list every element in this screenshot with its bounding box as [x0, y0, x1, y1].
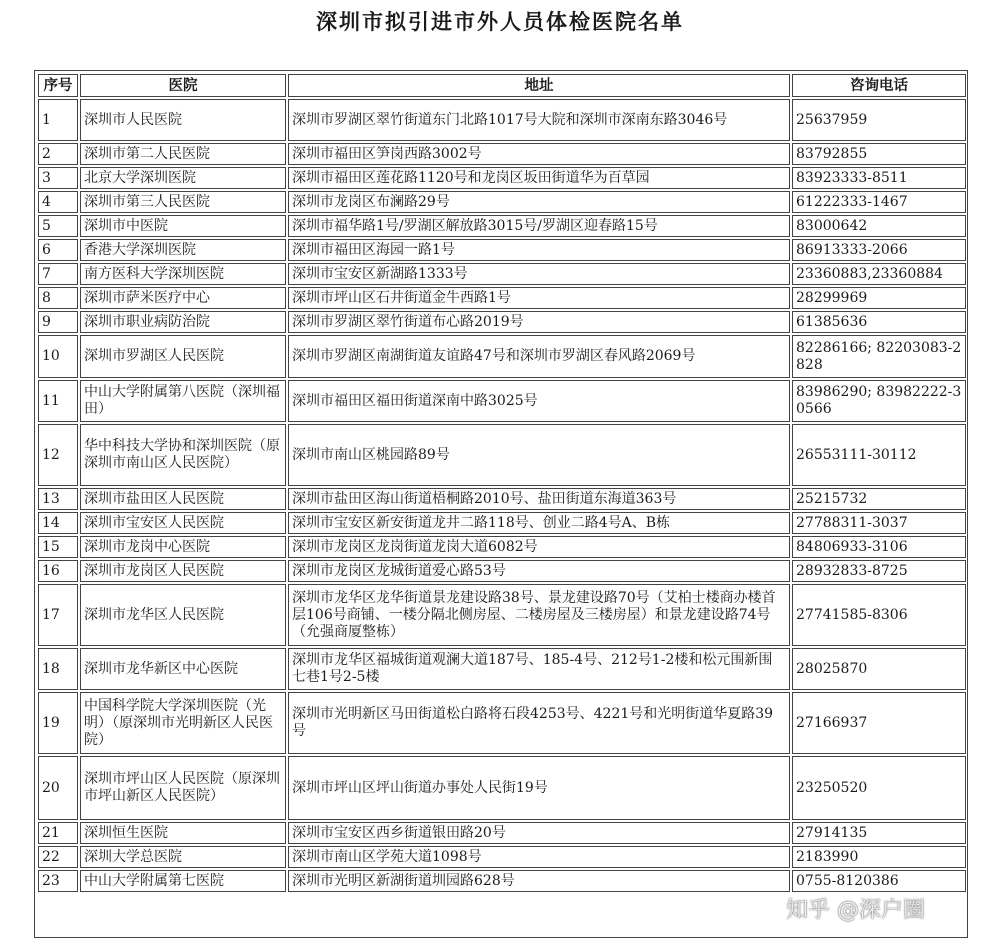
cell-address: 深圳市龙岗区龙岗街道龙岗大道6082号: [288, 536, 790, 558]
table-row: [38, 215, 966, 237]
cell-phone: 83000642: [792, 215, 966, 237]
table-row: [38, 560, 966, 582]
cell-address: 深圳市罗湖区南湖街道友谊路47号和深圳市罗湖区春风路2069号: [288, 335, 790, 378]
cell-index: 10: [38, 335, 78, 378]
cell-hospital: 南方医科大学深圳医院: [80, 263, 286, 285]
cell-phone: 86913333-2066: [792, 239, 966, 261]
cell-hospital: 深圳市人民医院: [80, 99, 286, 141]
table-row: [38, 287, 966, 309]
table-row: [38, 380, 966, 422]
cell-phone: 26553111-30112: [792, 424, 966, 486]
header-hospital: 医院: [80, 74, 286, 97]
cell-address: 深圳市龙岗区布澜路29号: [288, 191, 790, 213]
cell-phone: 28299969: [792, 287, 966, 309]
cell-index: 19: [38, 692, 78, 754]
cell-phone: 27741585-8306: [792, 584, 966, 646]
cell-index: 21: [38, 822, 78, 844]
cell-index: 13: [38, 488, 78, 510]
table-row: [38, 648, 966, 690]
cell-hospital: 深圳市第二人民医院: [80, 143, 286, 165]
table-row: [38, 870, 966, 892]
table-row: [38, 239, 966, 261]
cell-index: 4: [38, 191, 78, 213]
cell-index: 5: [38, 215, 78, 237]
table-row: [38, 846, 966, 868]
cell-hospital: 深圳市萨米医疗中心: [80, 287, 286, 309]
table-row: [38, 263, 966, 285]
cell-phone: 82286166; 82203083-2828: [792, 335, 966, 378]
cell-phone: 2183990: [792, 846, 966, 868]
cell-phone: 25637959: [792, 99, 966, 141]
cell-hospital: 深圳市职业病防治院: [80, 311, 286, 333]
page-title: 深圳市拟引进市外人员体检医院名单: [316, 9, 684, 34]
cell-index: 9: [38, 311, 78, 333]
cell-address: 深圳市宝安区新安街道龙井二路118号、创业二路4号A、B栋: [288, 512, 790, 534]
cell-index: 11: [38, 380, 78, 422]
cell-hospital: 香港大学深圳医院: [80, 239, 286, 261]
cell-hospital: 深圳市第三人民医院: [80, 191, 286, 213]
cell-index: 3: [38, 167, 78, 189]
cell-address: 深圳市宝安区西乡街道银田路20号: [288, 822, 790, 844]
cell-hospital: 深圳市盐田区人民医院: [80, 488, 286, 510]
cell-hospital: 深圳市罗湖区人民医院: [80, 335, 286, 378]
cell-index: 8: [38, 287, 78, 309]
cell-hospital: 深圳市龙岗中心医院: [80, 536, 286, 558]
cell-phone: 27788311-3037: [792, 512, 966, 534]
cell-phone: 27914135: [792, 822, 966, 844]
cell-phone: 83792855: [792, 143, 966, 165]
cell-index: 2: [38, 143, 78, 165]
cell-address: 深圳市罗湖区翠竹街道布心路2019号: [288, 311, 790, 333]
cell-address: 深圳市坪山区石井街道金牛西路1号: [288, 287, 790, 309]
table-body: [38, 99, 966, 892]
cell-hospital: 中山大学附属第八医院（深圳福田）: [80, 380, 286, 422]
table-row: [38, 584, 966, 646]
cell-address: 深圳市福田区海园一路1号: [288, 239, 790, 261]
cell-hospital: 深圳恒生医院: [80, 822, 286, 844]
cell-hospital: 北京大学深圳医院: [80, 167, 286, 189]
hospital-table: [36, 72, 968, 894]
cell-index: 6: [38, 239, 78, 261]
cell-phone: 84806933-3106: [792, 536, 966, 558]
cell-hospital: 华中科技大学协和深圳医院（原深圳市南山区人民医院）: [80, 424, 286, 486]
table-row: [38, 424, 966, 486]
cell-phone: 61385636: [792, 311, 966, 333]
cell-hospital: 深圳大学总医院: [80, 846, 286, 868]
table-row: [38, 822, 966, 844]
cell-index: 23: [38, 870, 78, 892]
cell-hospital: 中山大学附属第七医院: [80, 870, 286, 892]
watermark-text: 知乎 @深户圈: [786, 898, 925, 923]
table-row: [38, 512, 966, 534]
cell-index: 18: [38, 648, 78, 690]
table-row: [38, 311, 966, 333]
cell-phone: 25215732: [792, 488, 966, 510]
header-row: [38, 74, 966, 97]
table-row: [38, 692, 966, 754]
cell-address: 深圳市福华路1号/罗湖区解放路3015号/罗湖区迎春路15号: [288, 215, 790, 237]
cell-hospital: 深圳市龙岗区人民医院: [80, 560, 286, 582]
cell-address: 深圳市光明区新湖街道圳园路628号: [288, 870, 790, 892]
cell-index: 22: [38, 846, 78, 868]
table-row: [38, 191, 966, 213]
cell-index: 7: [38, 263, 78, 285]
cell-phone: 28025870: [792, 648, 966, 690]
header-phone: 咨询电话: [792, 74, 966, 97]
cell-address: 深圳市龙华区龙华街道景龙建设路38号、景龙建设路70号（艾柏士楼商办楼首层106号商铺、一楼分隔北侧房屋、二楼房屋及三楼房屋）和景龙建设路74号（允强商厦整栋）: [288, 584, 790, 646]
table-row: [38, 536, 966, 558]
cell-index: 1: [38, 99, 78, 141]
cell-address: 深圳市坪山区坪山街道办事处人民街19号: [288, 756, 790, 820]
cell-phone: 23360883,23360884: [792, 263, 966, 285]
cell-phone: 28932833-8725: [792, 560, 966, 582]
cell-address: 深圳市罗湖区翠竹街道东门北路1017号大院和深圳市深南东路3046号: [288, 99, 790, 141]
cell-address: 深圳市龙岗区龙城街道爱心路53号: [288, 560, 790, 582]
cell-address: 深圳市盐田区海山街道梧桐路2010号、盐田街道东海道363号: [288, 488, 790, 510]
cell-address: 深圳市南山区学苑大道1098号: [288, 846, 790, 868]
table-row: [38, 488, 966, 510]
header-index: 序号: [38, 74, 78, 97]
cell-hospital: 中国科学院大学深圳医院（光明）（原深圳市光明新区人民医院）: [80, 692, 286, 754]
cell-index: 17: [38, 584, 78, 646]
cell-phone: 83986290; 83982222-30566: [792, 380, 966, 422]
cell-phone: 27166937: [792, 692, 966, 754]
cell-address: 深圳市福田区笋岗西路3002号: [288, 143, 790, 165]
cell-address: 深圳市福田区福田街道深南中路3025号: [288, 380, 790, 422]
cell-hospital: 深圳市宝安区人民医院: [80, 512, 286, 534]
cell-index: 14: [38, 512, 78, 534]
cell-phone: 83923333-8511: [792, 167, 966, 189]
cell-index: 15: [38, 536, 78, 558]
table-row: [38, 335, 966, 378]
cell-address: 深圳市南山区桃园路89号: [288, 424, 790, 486]
cell-hospital: 深圳市坪山区人民医院（原深圳市坪山新区人民医院）: [80, 756, 286, 820]
table-row: [38, 756, 966, 820]
table-row: [38, 143, 966, 165]
cell-hospital: 深圳市中医院: [80, 215, 286, 237]
cell-phone: 61222333-1467: [792, 191, 966, 213]
table-row: [38, 167, 966, 189]
table-row: [38, 99, 966, 141]
cell-address: 深圳市宝安区新湖路1333号: [288, 263, 790, 285]
cell-index: 12: [38, 424, 78, 486]
cell-hospital: 深圳市龙华新区中心医院: [80, 648, 286, 690]
cell-phone: 23250520: [792, 756, 966, 820]
cell-address: 深圳市福田区莲花路1120号和龙岗区坂田街道华为百草园: [288, 167, 790, 189]
cell-address: 深圳市龙华区福城街道观澜大道187号、185-4号、212号1-2楼和松元围新围七巷1号2-5楼: [288, 648, 790, 690]
header-address: 地址: [288, 74, 790, 97]
cell-index: 16: [38, 560, 78, 582]
cell-index: 20: [38, 756, 78, 820]
cell-phone: 0755-8120386: [792, 870, 966, 892]
cell-hospital: 深圳市龙华区人民医院: [80, 584, 286, 646]
cell-address: 深圳市光明新区马田街道松白路将石段4253号、4221号和光明街道华夏路39号: [288, 692, 790, 754]
